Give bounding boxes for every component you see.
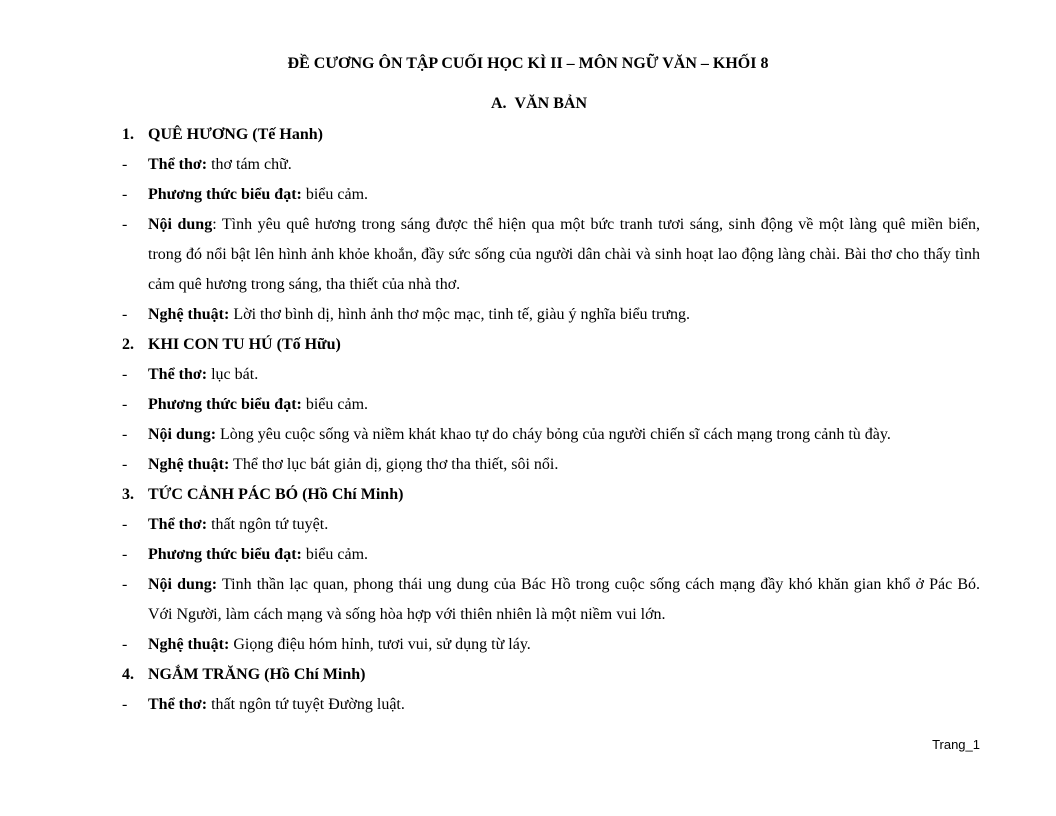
bullet-dash: - [122,366,128,383]
item-text: thất ngôn tứ tuyệt Đường luật. [207,696,405,713]
item-label: Nội dung: [148,426,217,443]
text-heading [122,120,980,150]
item-label: Phương thức biểu đạt: [148,396,302,413]
list-item [122,540,980,570]
item-label: Nghệ thuật: [148,636,230,653]
list-item [122,510,980,540]
list-item [122,300,980,330]
item-text: Tinh thần lạc quan, phong thái ung dung của Bác Hồ trong cuộc sống cách mạng đầy khó khăn gian khổ ở Pác Bó. Với Người, làm cách mạng và sống hòa hợp với thiên nhiên là một niềm vui lớn. [148,576,981,623]
bullet-dash: - [122,426,128,443]
item-text: biểu cảm. [301,186,369,203]
item-label: Phương thức biểu đạt: [148,186,302,203]
item-text: biểu cảm. [301,546,369,563]
section-heading [0,94,1056,114]
list-item [122,150,980,180]
text-heading [122,330,980,360]
list-item [122,630,980,660]
item-text: Lòng yêu cuộc sống và niềm khát khao tự do cháy bỏng của người chiến sĩ cách mạng trong cảnh tù đày. [216,426,891,443]
text-title: NGẮM TRĂNG (Hồ Chí Minh) [148,666,366,683]
section-number: A. [490,95,507,112]
item-label: Phương thức biểu đạt: [148,546,302,563]
item-text: biểu cảm. [301,396,369,413]
item-text: Giọng điệu hóm hỉnh, tươi vui, sử dụng từ láy. [229,636,531,653]
list-item [122,420,980,450]
item-label: Thể thơ: [148,366,208,383]
document-body [122,120,980,720]
list-item [122,180,980,210]
item-label: Nghệ thuật: [148,306,230,323]
bullet-dash: - [122,306,128,323]
item-text: thất ngôn tứ tuyệt. [207,516,329,533]
list-item [122,570,980,630]
item-label: Nội dung [148,216,213,233]
document-title: ĐỀ CƯƠNG ÔN TẬP CUỐI HỌC KÌ II – MÔN NGỮ VĂN – KHỐI 8 [287,55,769,72]
item-text: : Tình yêu quê hương trong sáng được thể hiện qua một bức tranh tươi sáng, sinh động về một làng quê miền biển, trong đó nổi bật lên hình ảnh khỏe khoắn, đầy sức sống của người dân chài và sinh hoạt lao động làng chài. Bài thơ cho thấy tình cảm quê hương trong sáng, tha thiết của nhà thơ. [148,216,981,293]
section-title-text: VĂN BẢN [514,95,587,112]
text-title: QUÊ HƯƠNG (Tế Hanh) [148,126,323,143]
text-heading [122,660,980,690]
text-title: TỨC CẢNH PÁC BÓ (Hồ Chí Minh) [148,486,404,503]
text-number: 1. [122,126,134,143]
text-title: KHI CON TU HÚ (Tố Hữu) [148,336,341,353]
text-number: 2. [122,336,134,353]
text-number: 3. [122,486,134,503]
item-label: Nghệ thuật: [148,456,230,473]
page-number: Trang_1 [932,737,980,752]
list-item [122,390,980,420]
item-text: Lời thơ bình dị, hình ảnh thơ mộc mạc, tinh tế, giàu ý nghĩa biểu trưng. [229,306,690,323]
item-label: Nội dung: [148,576,218,593]
text-heading [122,480,980,510]
bullet-dash: - [122,546,128,563]
item-text: Thể thơ lục bát giản dị, giọng thơ tha thiết, sôi nổi. [229,456,559,473]
bullet-dash: - [122,216,128,233]
bullet-dash: - [122,576,128,593]
list-item [122,360,980,390]
item-text: thơ tám chữ. [207,156,292,173]
list-item [122,450,980,480]
bullet-dash: - [122,396,128,413]
bullet-dash: - [122,456,128,473]
text-number: 4. [122,666,134,683]
list-item [122,210,980,300]
bullet-dash: - [122,516,128,533]
bullet-dash: - [122,636,128,653]
bullet-dash: - [122,696,128,713]
bullet-dash: - [122,156,128,173]
bullet-dash: - [122,186,128,203]
list-item [122,690,980,720]
item-label: Thể thơ: [148,516,208,533]
item-text: lục bát. [207,366,259,383]
item-label: Thể thơ: [148,696,208,713]
item-label: Thể thơ: [148,156,208,173]
